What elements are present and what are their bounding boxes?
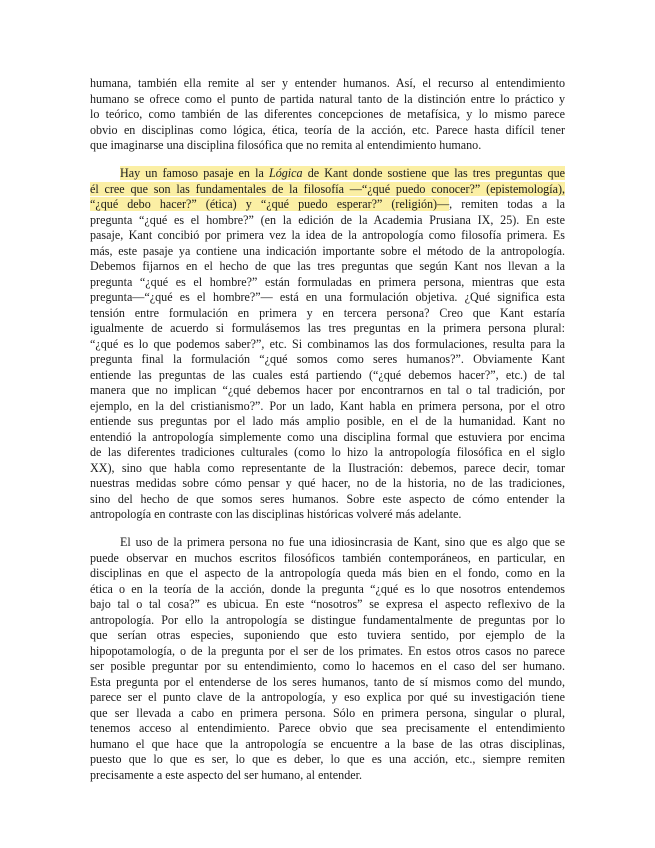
text-line: ser posible preguntar por su entendimiento, como lo hacemos en el caso del ser humano. bbox=[90, 659, 565, 673]
highlighted-line: “¿qué debo hacer?” (ética) y “¿qué puedo esperar?” (religión)—, remiten todas a la bbox=[90, 197, 565, 211]
highlighted-line bbox=[90, 166, 565, 182]
text-line: más, este pasaje ya contiene una indicación importante sobre el método de la antropología. bbox=[90, 243, 565, 258]
text-line: entiende las preguntas de las cuales está partiendo (“¿qué debemos hacer?”, etc.) de tal bbox=[90, 367, 565, 382]
text-line: que serían otras especies, suponiendo que esto tuviera sentido, por ejemplo de la bbox=[90, 628, 565, 642]
text-line: pregunta final la formulación “¿qué somos como seres humanos?”. Obviamente Kant bbox=[90, 352, 565, 366]
highlight-mark: Hay un famoso pasaje en la Lógica de Kant donde sostiene que las tres preguntas que bbox=[120, 166, 565, 180]
text-line: entiende sus preguntas por el lado más amplio posible, en el de la humanidad. Kant no bbox=[90, 414, 565, 428]
text-line: nuestras medidas sobre cómo pensar y qué hacer, no de la historia, no de las tradiciones, bbox=[90, 476, 565, 490]
text-line: obvio en disciplinas como lógica, ética, teoría de la acción, etc. Parece hasta difícil tener bbox=[90, 122, 565, 137]
text-line: de las diferentes tradiciones culturales (como lo hizo la antropología filosófica en el siglo bbox=[90, 445, 565, 459]
text-line: pregunta—“¿qué es el hombre?”— está en una formulación objetiva. ¿Qué significa esta bbox=[90, 290, 565, 304]
text-line: sino del hecho de que somos seres humanos. Sobre este aspecto de cómo entender la bbox=[90, 491, 565, 506]
text-line: entendió la antropología simplemente como una disciplina formal que estuviera por encima bbox=[90, 429, 565, 444]
text-line: antropología. Por ello la antropología se distingue fundamentalmente de preguntas por lo bbox=[90, 612, 565, 627]
highlighted-line bbox=[90, 182, 565, 198]
text-line: Esta pregunta por el entenderse de los seres humanos, tanto de sí mismos como del mundo, bbox=[90, 674, 565, 689]
paragraph-2 bbox=[90, 166, 565, 523]
text-line: lo teórico, como también de las diferentes concepciones de metafísica, y lo mismo parece bbox=[90, 107, 565, 121]
text-line: El uso de la primera persona no fue una idiosincrasia de Kant, sino que es algo que se bbox=[120, 535, 565, 549]
highlight-mark: él cree que son las fundamentales de la filosofía —“¿qué puedo conocer?” (epistemología), bbox=[90, 181, 565, 196]
text-line: XX), sino que habla como representante de la Ilustración: debemos, parece decir, tomar bbox=[90, 460, 565, 475]
text-line: tensión entre formulación en primera y en tercera persona? Creo que Kant estaría bbox=[90, 305, 565, 320]
highlight-mark: “¿qué debo hacer?” (ética) y “¿qué puedo esperar?” (religión)— bbox=[90, 197, 450, 211]
text-line: que ser llevada a cabo en primera persona. Sólo en primera persona, singular o plural, bbox=[90, 705, 565, 720]
book-title: Lógica bbox=[268, 166, 303, 180]
text-line: humano el que hace que la antropología se encuentre a la base de las otras disciplinas, bbox=[90, 736, 565, 751]
text-line: que imaginarse una disciplina filosófica que no remita al entendimiento humano. bbox=[90, 138, 482, 152]
text-line: pregunta “¿qué es el hombre?” están formuladas en primera persona, mientras que esta bbox=[90, 274, 565, 289]
text-line: ejemplo, en la del cristianismo?”. Por un lado, Kant habla en primera persona, por el otro bbox=[90, 398, 565, 413]
text-line: disciplinas en que el aspecto de la antropología queda más bien en el fondo, como en la bbox=[90, 566, 565, 580]
text-line: tenemos acceso al entendimiento. Parece obvio que sea precisamente el entendimiento bbox=[90, 721, 565, 735]
text-line: igualmente de acuerdo si formulásemos las tres preguntas en la primera persona plural: bbox=[90, 321, 565, 335]
text-line: manera que no implican “¿qué debemos hacer por encontrarnos en tal o tal tradición, por bbox=[90, 383, 565, 397]
text-line: “¿qué es lo que podemos saber?”, etc. Si combinamos las dos formulaciones, resulta para la bbox=[90, 336, 565, 351]
text-line: parece ser el punto clave de la antropología, y eso explica por qué su investigación tiene bbox=[90, 690, 565, 704]
text-line: antropología en contraste con las disciplinas históricas volveré más adelante. bbox=[90, 507, 462, 521]
text-line: pregunta “¿qué es el hombre?” (en la edición de la Academia Prusiana IX, 25). En este bbox=[90, 212, 565, 227]
text-line: hipopotamología, o de la pregunta por el ser de los primates. En estos otros casos no parece bbox=[90, 643, 565, 658]
paragraph-1 bbox=[90, 76, 565, 154]
body-text bbox=[90, 76, 565, 783]
text-line: puede observar en muchos escritos filosóficos también contemporáneos, en particular, en bbox=[90, 550, 565, 565]
text-line: puesto que lo que es ser, lo que es deber, lo que es una acción, etc., siempre remiten bbox=[90, 752, 565, 766]
text-line: pasaje, Kant concibió por primera vez la idea de la antropología como filosofía primera. Es bbox=[90, 228, 565, 242]
text-line: humano se ofrece como el punto de partida natural tanto de la distinción entre lo práctico y bbox=[90, 91, 565, 106]
text-line: humana, también ella remite al ser y entender humanos. Así, el recurso al entendimiento bbox=[90, 76, 565, 90]
paragraph-3 bbox=[90, 535, 565, 783]
text-line: ética o en la teoría de la acción, donde la pregunta “¿qué es lo que nosotros entendemos bbox=[90, 581, 565, 596]
text-line: Debemos fijarnos en el hecho de que las tres preguntas que según Kant nos llevan a la bbox=[90, 259, 565, 273]
text-line: bajo tal o tal cosa?” es ubicua. En este “nosotros” se expresa el aspecto reflexivo de la bbox=[90, 597, 565, 611]
text-line: precisamente a este aspecto del ser humano, al entender. bbox=[90, 767, 362, 782]
